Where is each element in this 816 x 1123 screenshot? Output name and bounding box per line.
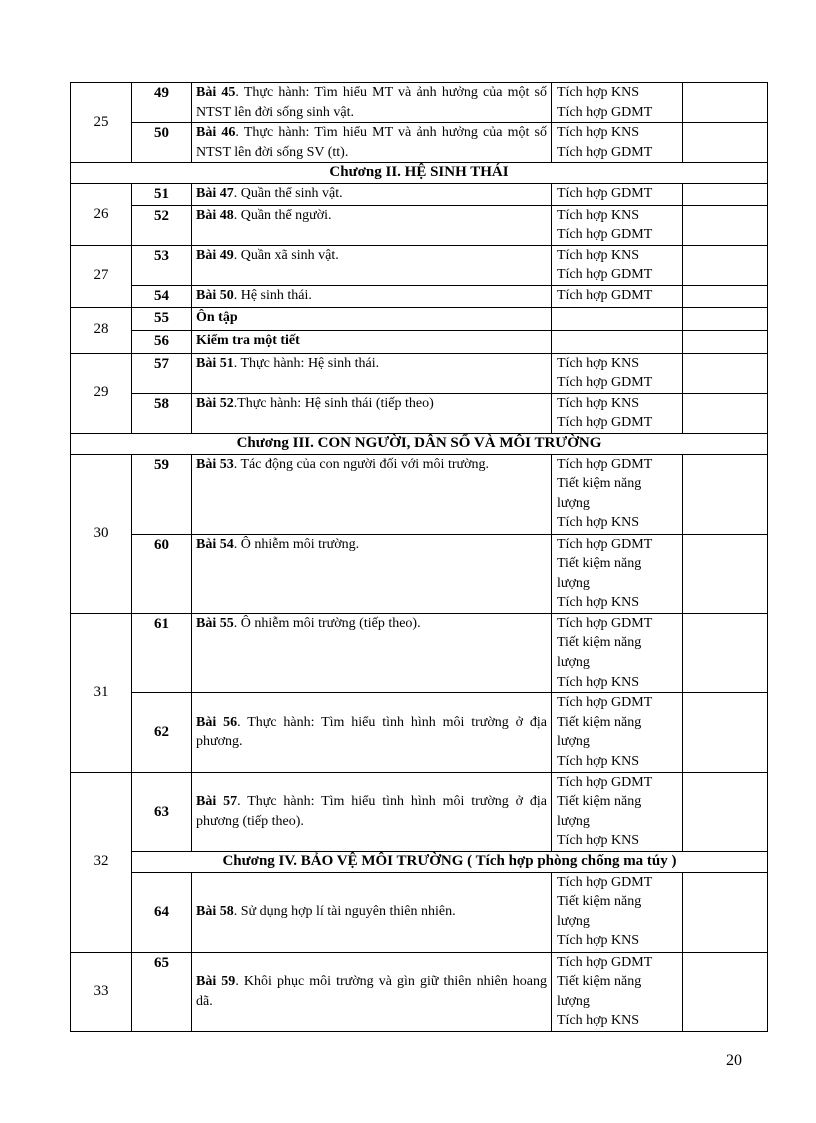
lesson-title <box>192 393 552 433</box>
note-line: Tiết kiệm năng <box>557 476 642 492</box>
lesson-title <box>192 123 552 163</box>
lesson-number: 49 <box>132 83 192 123</box>
lesson-number: 55 <box>132 307 192 330</box>
lesson-label: Bài 51 <box>196 355 234 371</box>
notes-cell <box>552 205 683 245</box>
empty-cell <box>683 285 768 307</box>
note-line: Tích hợp KNS <box>557 595 640 611</box>
notes-cell <box>552 952 683 1031</box>
table-row <box>71 693 768 772</box>
note-line: Tích hợp GDMT <box>557 227 653 243</box>
note-line: Tiết kiệm năng <box>557 635 642 651</box>
note-line: Tích hợp GDMT <box>557 954 653 970</box>
notes-cell <box>552 330 683 353</box>
note-line: Tích hợp GDMT <box>557 874 653 890</box>
table-row <box>71 183 768 205</box>
note-line: Tích hợp GDMT <box>557 695 653 711</box>
note-line: Tích hợp KNS <box>557 674 640 690</box>
lesson-label: Bài 54 <box>196 536 234 552</box>
chapter-heading: Chương II. HỆ SINH THÁI <box>71 163 768 184</box>
note-line: Tích hợp KNS <box>557 247 640 263</box>
chapter-heading: Chương IV. BẢO VỆ MÔI TRƯỜNG ( Tích hợp phòng chống ma túy ) <box>132 852 768 873</box>
note-line: Tiết kiệm năng <box>557 794 642 810</box>
lesson-text: . Thực hành: Tìm hiểu MT và ảnh hưởng của một số NTST lên đời sống sinh vật. <box>196 85 547 120</box>
empty-cell <box>683 952 768 1031</box>
note-line: lượng <box>557 734 590 750</box>
lesson-text: . Thực hành: Hệ sinh thái. <box>233 355 380 371</box>
note-line: Tiết kiệm năng <box>557 974 642 990</box>
lesson-label: Bài 47 <box>196 185 234 201</box>
note-line: Tích hợp KNS <box>557 207 640 223</box>
lesson-number: 60 <box>132 534 192 613</box>
notes-cell <box>552 613 683 692</box>
empty-cell <box>683 183 768 205</box>
lesson-title <box>192 613 552 692</box>
empty-cell <box>683 123 768 163</box>
note-line: lượng <box>557 993 590 1009</box>
page-number: 20 <box>726 1052 742 1069</box>
note-line: Tích hợp KNS <box>557 933 640 949</box>
week-cell: 30 <box>71 454 132 613</box>
lesson-label: Bài 53 <box>196 456 234 472</box>
table-row <box>71 307 768 330</box>
lesson-label: Bài 58 <box>196 904 234 920</box>
week-cell: 27 <box>71 245 132 307</box>
lesson-number: 64 <box>132 872 192 952</box>
table-row <box>71 285 768 307</box>
week-cell: 29 <box>71 353 132 433</box>
lesson-title <box>192 534 552 613</box>
lesson-text: . Thực hành: Tìm hiểu tình hình môi trường ở địa phương (tiếp theo). <box>196 794 548 829</box>
lesson-text: .Thực hành: Hệ sinh thái (tiếp theo) <box>233 395 434 411</box>
note-line: Tích hợp KNS <box>557 833 640 849</box>
note-line: Tích hợp GDMT <box>557 456 653 472</box>
note-line: Tích hợp KNS <box>557 125 640 141</box>
notes-cell <box>552 307 683 330</box>
week-cell: 25 <box>71 83 132 163</box>
empty-cell <box>683 534 768 613</box>
lesson-title <box>192 693 552 772</box>
table-row <box>71 952 768 1031</box>
lesson-number: 65 <box>132 952 192 1031</box>
lesson-text: . Thực hành: Tìm hiểu tình hình môi trường ở địa phương. <box>196 714 548 750</box>
lesson-text: . Quần thể sinh vật. <box>233 185 343 201</box>
note-line: Tích hợp GDMT <box>557 185 653 201</box>
empty-cell <box>683 613 768 692</box>
week-cell: 26 <box>71 183 132 245</box>
lesson-title <box>192 772 552 851</box>
table-row <box>71 83 768 123</box>
lesson-number: 59 <box>132 454 192 534</box>
week-cell: 28 <box>71 307 132 353</box>
note-line: Tích hợp GDMT <box>557 104 653 120</box>
note-line: lượng <box>557 575 590 591</box>
note-line: Tích hợp KNS <box>557 1013 640 1029</box>
lesson-number: 61 <box>132 613 192 692</box>
note-line: Tích hợp GDMT <box>557 287 653 303</box>
lesson-text: . Ô nhiễm môi trường. <box>233 536 360 552</box>
note-line: Tích hợp GDMT <box>557 144 653 160</box>
lesson-number: 50 <box>132 123 192 163</box>
lesson-number: 53 <box>132 245 192 285</box>
chapter-row <box>71 163 768 184</box>
note-line: Tích hợp KNS <box>557 754 640 770</box>
notes-cell <box>552 245 683 285</box>
lesson-label: Bài 49 <box>196 247 234 263</box>
week-cell: 32 <box>71 772 132 952</box>
lesson-label: Bài 50 <box>196 287 234 303</box>
lesson-number: 57 <box>132 353 192 393</box>
lesson-text: . Ô nhiễm môi trường (tiếp theo). <box>233 615 421 631</box>
notes-cell <box>552 872 683 952</box>
notes-cell <box>552 353 683 393</box>
table-row <box>71 772 768 851</box>
chapter-row <box>71 852 768 873</box>
lesson-text: . Hệ sinh thái. <box>233 287 312 303</box>
lesson-title <box>192 353 552 393</box>
note-line: lượng <box>557 913 590 929</box>
lesson-label: Bài 45 <box>196 85 236 100</box>
notes-cell <box>552 454 683 534</box>
note-line: Tích hợp GDMT <box>557 375 653 391</box>
lesson-title <box>192 454 552 534</box>
note-line: Tích hợp GDMT <box>557 774 653 790</box>
lesson-number: 51 <box>132 183 192 205</box>
empty-cell <box>683 693 768 772</box>
note-line: Tiết kiệm năng <box>557 714 642 730</box>
note-line: Tích hợp KNS <box>557 395 640 411</box>
notes-cell <box>552 123 683 163</box>
lesson-number: 52 <box>132 205 192 245</box>
lesson-label: Bài 52 <box>196 395 234 411</box>
table-row <box>71 393 768 433</box>
lesson-title: Ôn tập <box>192 307 552 330</box>
empty-cell <box>683 872 768 952</box>
table-row <box>71 330 768 353</box>
empty-cell <box>683 83 768 123</box>
note-line: lượng <box>557 655 590 671</box>
lesson-number: 54 <box>132 285 192 307</box>
lesson-text: . Quần thể người. <box>233 207 332 223</box>
empty-cell <box>683 393 768 433</box>
lesson-text: . Tác động của con người đối với môi trường. <box>233 456 489 472</box>
week-cell: 31 <box>71 613 132 772</box>
table-row <box>71 534 768 613</box>
table-row <box>71 872 768 952</box>
note-line: Tích hợp GDMT <box>557 536 653 552</box>
chapter-row <box>71 433 768 454</box>
table-row <box>71 123 768 163</box>
note-line: Tích hợp GDMT <box>557 615 653 631</box>
lesson-label: Bài 59 <box>196 974 236 990</box>
notes-cell <box>552 393 683 433</box>
empty-cell <box>683 330 768 353</box>
notes-cell <box>552 693 683 772</box>
lesson-title <box>192 183 552 205</box>
empty-cell <box>683 454 768 534</box>
lesson-title <box>192 83 552 123</box>
empty-cell <box>683 353 768 393</box>
notes-cell <box>552 772 683 851</box>
notes-cell <box>552 83 683 123</box>
empty-cell <box>683 205 768 245</box>
table-row <box>71 613 768 692</box>
lesson-text: . Sử dụng hợp lí tài nguyên thiên nhiên. <box>233 904 456 920</box>
curriculum-table <box>70 82 768 1032</box>
lesson-text: . Quần xã sinh vật. <box>233 247 339 263</box>
empty-cell <box>683 307 768 330</box>
lesson-number: 58 <box>132 393 192 433</box>
note-line: Tích hợp KNS <box>557 85 640 100</box>
notes-cell <box>552 183 683 205</box>
note-line: lượng <box>557 813 590 829</box>
note-line: Tích hợp GDMT <box>557 415 653 431</box>
table-row <box>71 454 768 534</box>
lesson-title <box>192 285 552 307</box>
lesson-text: . Thực hành: Tìm hiểu MT và ảnh hưởng của một số NTST lên đời sống SV (tt). <box>196 125 547 160</box>
lesson-number: 62 <box>132 693 192 772</box>
notes-cell <box>552 285 683 307</box>
lesson-title <box>192 872 552 952</box>
notes-cell <box>552 534 683 613</box>
lesson-number: 63 <box>132 772 192 851</box>
lesson-title: Kiểm tra một tiết <box>192 330 552 353</box>
empty-cell <box>683 772 768 851</box>
note-line: Tích hợp KNS <box>557 355 640 371</box>
table-row <box>71 245 768 285</box>
lesson-label: Bài 55 <box>196 615 234 631</box>
note-line: Tích hợp GDMT <box>557 267 653 283</box>
table-row <box>71 353 768 393</box>
chapter-heading: Chương III. CON NGƯỜI, DÂN SỐ VÀ MÔI TRƯỜNG <box>71 433 768 454</box>
lesson-label: Bài 56 <box>196 714 238 730</box>
note-line: Tích hợp KNS <box>557 515 640 531</box>
week-cell: 33 <box>71 952 132 1031</box>
note-line: Tiết kiệm năng <box>557 894 642 910</box>
empty-cell <box>683 245 768 285</box>
lesson-title <box>192 205 552 245</box>
lesson-number: 56 <box>132 330 192 353</box>
lesson-label: Bài 48 <box>196 207 234 223</box>
lesson-title <box>192 952 552 1031</box>
note-line: Tiết kiệm năng <box>557 556 642 572</box>
lesson-text: . Khôi phục môi trường và gìn giữ thiên nhiên hoang dã. <box>196 974 547 1009</box>
lesson-label: Bài 46 <box>196 125 236 141</box>
lesson-label: Bài 57 <box>196 794 238 810</box>
lesson-title <box>192 245 552 285</box>
table-row <box>71 205 768 245</box>
note-line: lượng <box>557 495 590 511</box>
